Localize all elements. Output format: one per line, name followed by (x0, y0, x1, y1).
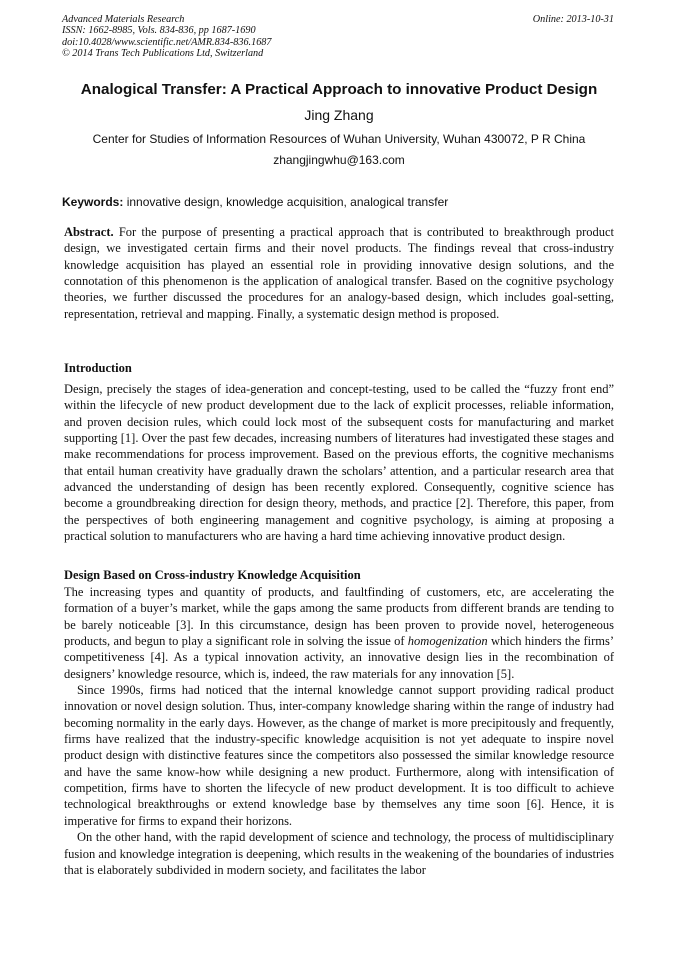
author-email: zhangjingwhu@163.com (273, 153, 405, 167)
paper-title: Analogical Transfer: A Practical Approach to innovative Product Design (80, 81, 598, 98)
affiliation: Center for Studies of Information Resources of Wuhan University, Wuhan 430072, P R China (92, 132, 586, 146)
author-name: Jing Zhang (304, 107, 374, 123)
keywords-text: innovative design, knowledge acquisition, analogical transfer (126, 195, 449, 209)
design-section-body (64, 584, 614, 878)
journal-name: Advanced Materials Research (62, 14, 185, 25)
emphasis-homogenization: homogenization (407, 634, 488, 649)
design-paragraph-3: On the other hand, with the rapid development of science and technology, the process of multidisciplinary fusion and knowledge integration is deepening, which results in the weakening of the boundaries of industries that is elaborately subdivided in modern society, and facilitates the labor (64, 830, 614, 877)
abstract-label: Abstract. (64, 225, 114, 239)
introduction-paragraph: Design, precisely the stages of idea-generation and concept-testing, used to be called the “fuzzy front end” within the lifecycle of new product development due to the lack of explicit processes, reliable information, and proven decision rules, which could lock most of the subsequent costs for manufacturing and market supporting [1]. Over the past few decades, increasing numbers of literatures had investigated these stages and make recommendations for process improvement. Based on the previous efforts, the cognitive mechanisms that entail human creativity have gradually drawn the scholars’ attention, and a particular research area that advanced the understanding of design has been recently explored. Consequently, cognitive science has become a groundbreaking direction for design theory, methods, and practice [2]. Therefore, this paper, from the perspectives of both engineering management and cognitive psychology, is aiming at proposing a practical solution to manufacturers who are having a hard time achieving innovative product design. (64, 382, 614, 544)
journal-header (62, 14, 614, 60)
abstract (64, 224, 614, 322)
copyright-line: © 2014 Trans Tech Publications Ltd, Switzerland (62, 48, 264, 60)
abstract-text: For the purpose of presenting a practical approach that is contributed to breakthrough product design, we investigated certain firms and their novel products. The findings reveal that cross-industry knowledge acquisition has played an essential role in providing innovative design solutions, and the connotation of this phenomenon is the application of analogical transfer. Based on the cognitive psychology theories, we further discussed the procedures for an analogy-based design, which includes goal-setting, representation, retrieval and mapping. Finally, a systematic design method is proposed. (64, 225, 614, 321)
design-paragraph-1: The increasing types and quantity of products, and faultfinding of customers, etc, are accelerating the formation of a buyer’s market, while the gaps among the same products from different brands are tending to be barely noticeable [3]. In this circumstance, design has been proven to provide novel, heterogeneous products, and begun to play a significant role in solving the issue of homogenization which hinders the firms’ competitiveness [4]. As a typical innovation activity, an innovative design lies in the recombination of designers’ knowledge resource, which is, indeed, the raw materials for any innovation [5]. (64, 585, 614, 681)
section-heading-design: Design Based on Cross-industry Knowledge Acquisition (64, 568, 361, 582)
issn-line: ISSN: 1662-8985, Vols. 834-836, pp 1687-1690 (62, 25, 256, 37)
introduction-body (64, 381, 614, 544)
design-paragraph-2: Since 1990s, firms had noticed that the internal knowledge cannot support providing radical product innovation or novel design solution. Thus, inter-company knowledge sharing within the range of industry had becoming normality in the early days. However, as the change of market is more precipitously and frequently, firms have realized that the industry-specific knowledge acquisition is not yet adequate to inspire novel product design with distinctive features since the competitors also possessed the similar knowledge resource and have the same know-how while designing a new product. Furthermore, along with intensification of competition, firms have to shorten the lifecycle of new product development. It is too difficult to achieve technological breakthroughs or extend knowledge base by themselves any time soon [6]. Hence, it is imperative for firms to expand their horizons. (64, 683, 614, 828)
section-heading-introduction: Introduction (64, 361, 132, 375)
online-date: Online: 2013-10-31 (532, 14, 614, 25)
keywords (62, 195, 614, 209)
keywords-label: Keywords: (62, 195, 124, 209)
doi-line: doi:10.4028/www.scientific.net/AMR.834-836.1687 (62, 36, 272, 48)
